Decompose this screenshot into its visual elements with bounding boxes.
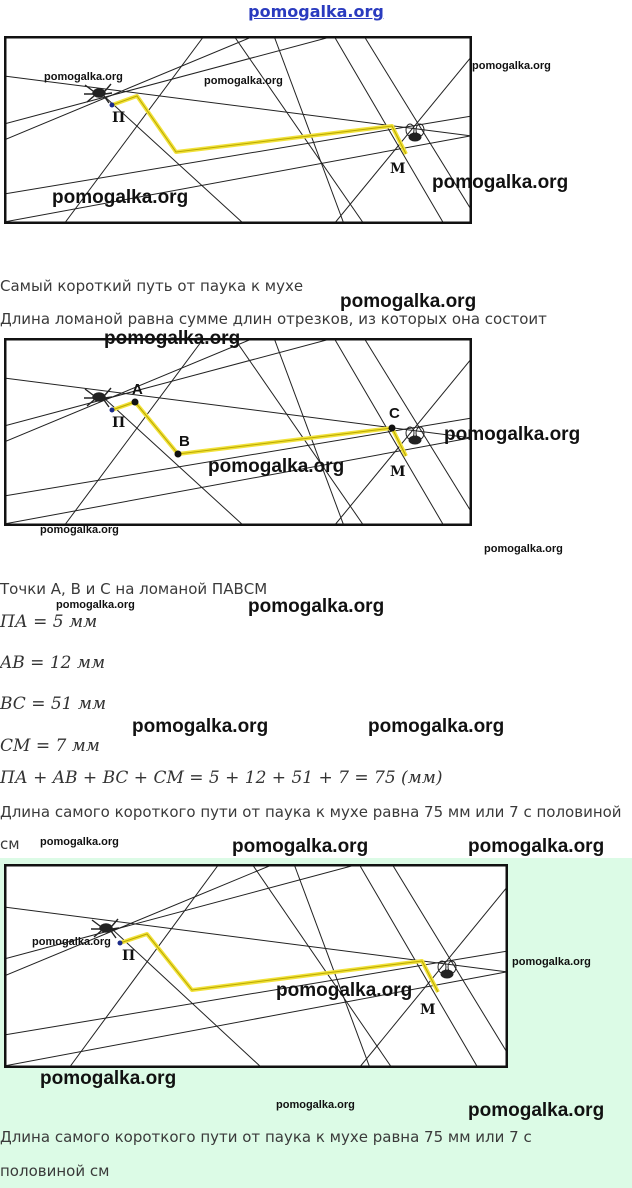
label-fly: М xyxy=(390,161,406,177)
label-spider: П xyxy=(122,948,136,964)
watermark[interactable]: pomogalka.org xyxy=(276,980,413,1001)
caption-shortest-path: Самый короткий путь от паука к мухе xyxy=(0,277,304,295)
diagram-spider-fly-3 xyxy=(4,864,508,1068)
equation-ab: AB = 12 мм xyxy=(0,653,106,673)
watermark[interactable]: pomogalka.org xyxy=(40,1068,177,1089)
final-answer-line-1: Длина самого короткого пути от паука к мухе равна 75 мм или 7 с xyxy=(0,1128,532,1146)
watermark[interactable]: pomogalka.org xyxy=(132,716,269,737)
point-c xyxy=(389,425,396,432)
watermark[interactable]: pomogalka.org xyxy=(468,1100,605,1121)
watermark[interactable]: pomogalka.org xyxy=(44,71,123,83)
label-c: C xyxy=(389,405,400,422)
watermark[interactable]: pomogalka.org xyxy=(468,836,605,857)
watermark[interactable]: pomogalka.org xyxy=(512,956,591,968)
points-description: Точки A, B и C на ломаной ПАВСМ xyxy=(0,580,268,598)
equation-cm: CM = 7 мм xyxy=(0,736,100,756)
spider-icon xyxy=(84,388,112,407)
final-answer-line-2: половиной см xyxy=(0,1162,110,1180)
watermark[interactable]: pomogalka.org xyxy=(208,456,345,477)
equation-bc: BC = 51 мм xyxy=(0,694,107,714)
watermark[interactable]: pomogalka.org xyxy=(248,596,385,617)
label-fly: М xyxy=(420,1002,436,1018)
label-fly: М xyxy=(390,464,406,480)
watermark[interactable]: pomogalka.org xyxy=(56,599,135,611)
point-a xyxy=(132,399,139,406)
label-spider: П xyxy=(112,415,126,431)
watermark[interactable]: pomogalka.org xyxy=(52,187,189,208)
equation-pa: ПА = 5 мм xyxy=(0,612,98,632)
watermark[interactable]: pomogalka.org xyxy=(368,716,505,737)
watermark[interactable]: pomogalka.org xyxy=(232,836,369,857)
watermark[interactable]: pomogalka.org xyxy=(276,1099,355,1111)
watermark[interactable]: pomogalka.org xyxy=(444,424,581,445)
equation-sum: ПА + AB + BC + CM = 5 + 12 + 51 + 7 = 75 (мм) xyxy=(0,768,443,788)
watermark[interactable]: pomogalka.org xyxy=(432,172,569,193)
watermark[interactable]: pomogalka.org xyxy=(40,836,119,848)
watermark[interactable]: pomogalka.org xyxy=(484,543,563,555)
answer-line-2: см xyxy=(0,835,20,853)
watermark[interactable]: pomogalka.org xyxy=(204,75,283,87)
watermark[interactable]: pomogalka.org xyxy=(32,936,111,948)
watermark[interactable]: pomogalka.org xyxy=(340,291,477,312)
label-a: A xyxy=(132,381,143,398)
label-spider: П xyxy=(112,110,126,126)
watermark[interactable]: pomogalka.org xyxy=(40,524,119,536)
watermark[interactable]: pomogalka.org xyxy=(104,328,241,349)
label-b: B xyxy=(179,433,190,450)
diagram-spider-fly-2 xyxy=(4,338,472,526)
caption-polyline-length: Длина ломаной равна сумме длин отрезков, из которых она состоит xyxy=(0,310,547,328)
point-b xyxy=(175,451,182,458)
watermark[interactable]: pomogalka.org xyxy=(472,60,551,72)
answer-line-1: Длина самого короткого пути от паука к мухе равна 75 мм или 7 с половиной xyxy=(0,803,622,821)
top-watermark[interactable]: pomogalka.org xyxy=(248,2,384,21)
spider-icon xyxy=(84,84,112,103)
